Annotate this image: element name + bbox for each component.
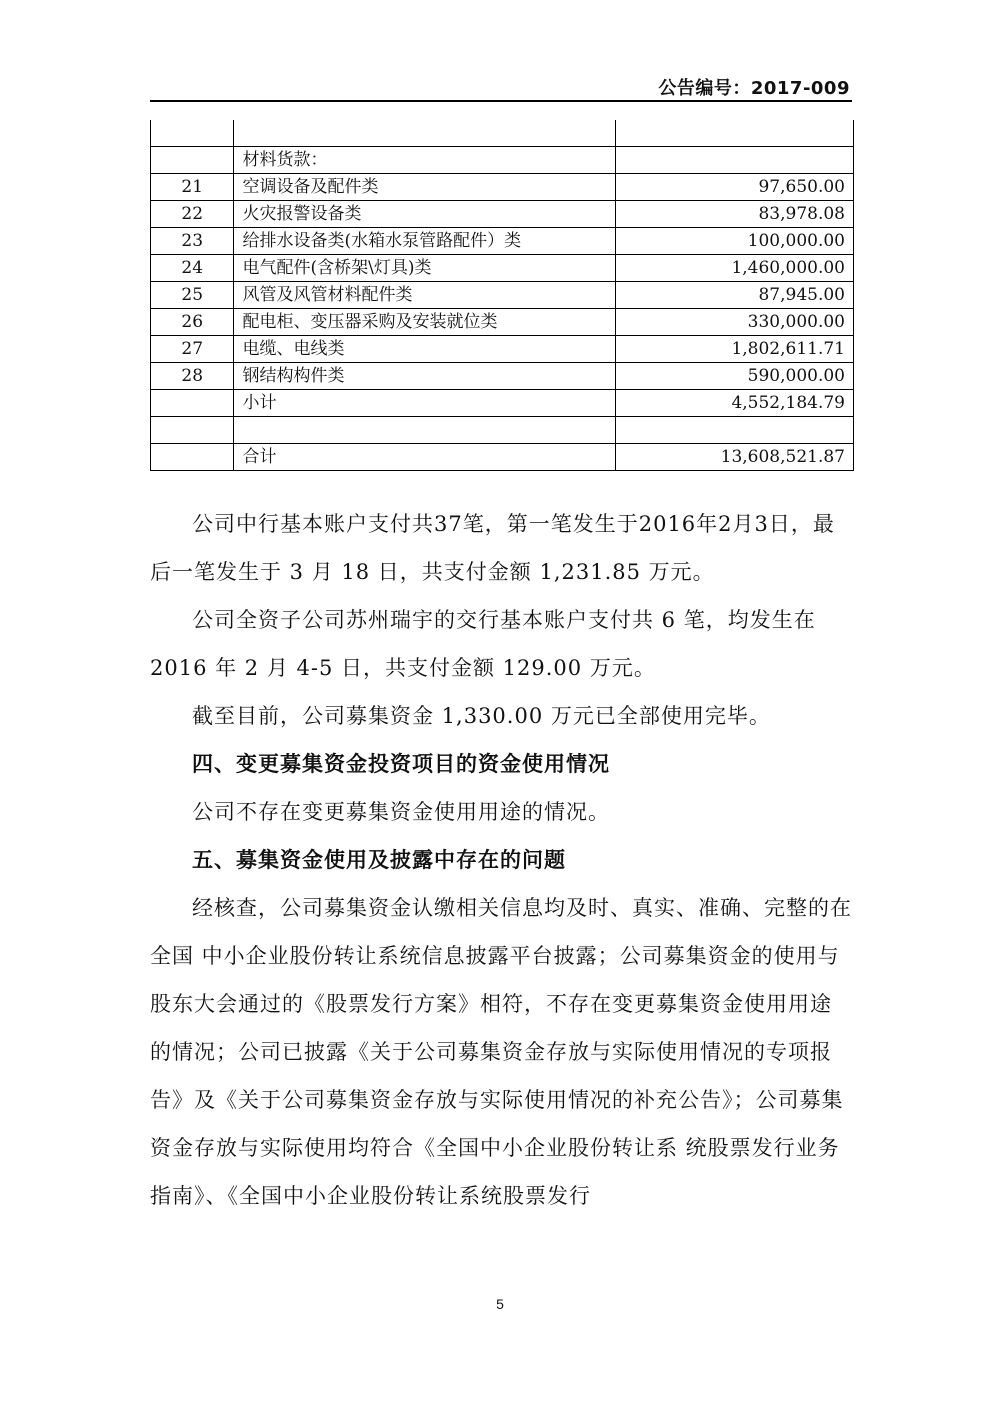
row-number: 27 xyxy=(151,336,234,363)
payment-table xyxy=(150,120,854,471)
notice-number: 公告编号：2017-009 xyxy=(658,78,850,99)
item-name: 火灾报警设备类 xyxy=(234,201,616,228)
row-number: 28 xyxy=(151,363,234,390)
item-amount xyxy=(616,147,854,174)
item-amount: 83,978.08 xyxy=(616,201,854,228)
paragraph-funds-used: 截至目前，公司募集资金 1,330.00 万元已全部使用完毕。 xyxy=(192,704,771,728)
item-name: 风管及风管材料配件类 xyxy=(234,282,616,309)
table-row xyxy=(151,174,854,201)
row-number: 23 xyxy=(151,228,234,255)
paragraph-no-change: 公司不存在变更募集资金使用用途的情况。 xyxy=(192,800,610,824)
table-row xyxy=(151,120,854,147)
item-name: 电气配件(含桥架\灯具)类 xyxy=(234,255,616,282)
item-amount: 590,000.00 xyxy=(616,363,854,390)
table-row xyxy=(151,255,854,282)
table-row xyxy=(151,147,854,174)
table-row xyxy=(151,282,854,309)
item-name: 合计 xyxy=(234,444,616,471)
paragraph-subsidiary-payments: 公司全资子公司苏州瑞宇的交行基本账户支付共 6 笔，均发生在 2016 年 2 月 4-5 日，共支付金额 129.00 万元。 xyxy=(150,608,816,680)
item-name: 配电柜、变压器采购及安装就位类 xyxy=(234,309,616,336)
item-amount: 330,000.00 xyxy=(616,309,854,336)
table-row xyxy=(151,228,854,255)
row-number xyxy=(151,120,234,147)
row-number: 25 xyxy=(151,282,234,309)
item-name: 钢结构构件类 xyxy=(234,363,616,390)
item-amount xyxy=(616,417,854,444)
table-row xyxy=(151,201,854,228)
item-name: 小计 xyxy=(234,390,616,417)
paragraph-boc-payments: 公司中行基本账户支付共37笔，第一笔发生于2016年2月3日，最后一笔发生于 3 月 18 日，共支付金额 1,231.85 万元。 xyxy=(150,512,835,584)
body-text xyxy=(150,500,852,1220)
table-row xyxy=(151,309,854,336)
item-name: 空调设备及配件类 xyxy=(234,174,616,201)
item-name xyxy=(234,417,616,444)
item-name: 材料货款： xyxy=(234,147,616,174)
item-amount: 1,802,611.71 xyxy=(616,336,854,363)
section-heading-5: 五、募集资金使用及披露中存在的问题 xyxy=(192,848,566,872)
item-amount: 87,945.00 xyxy=(616,282,854,309)
table-row xyxy=(151,390,854,417)
item-name xyxy=(234,120,616,147)
table-row xyxy=(151,336,854,363)
item-amount: 100,000.00 xyxy=(616,228,854,255)
item-amount xyxy=(616,120,854,147)
row-number xyxy=(151,390,234,417)
table-row xyxy=(151,363,854,390)
item-amount: 13,608,521.87 xyxy=(616,444,854,471)
page-number: 5 xyxy=(496,1296,504,1312)
payment-table-body xyxy=(151,120,854,471)
item-name: 给排水设备类(水箱水泵管路配件）类 xyxy=(234,228,616,255)
table-row xyxy=(151,444,854,471)
section-heading-4: 四、变更募集资金投资项目的资金使用情况 xyxy=(192,752,610,776)
row-number xyxy=(151,444,234,471)
item-amount: 97,650.00 xyxy=(616,174,854,201)
table-row xyxy=(151,417,854,444)
row-number: 24 xyxy=(151,255,234,282)
row-number xyxy=(151,147,234,174)
row-number: 22 xyxy=(151,201,234,228)
item-amount: 1,460,000.00 xyxy=(616,255,854,282)
item-amount: 4,552,184.79 xyxy=(616,390,854,417)
page-header xyxy=(150,64,852,102)
paragraph-verification: 经核查，公司募集资金认缴相关信息均及时、真实、准确、完整的在全国 中小企业股份转让系统信息披露平台披露；公司募集资金的使用与股东大会通过的《股票发行方案》相符，不存在变更募集资金使用用途的情况；公司已披露《关于公司募集资金存放与实际使用情况的专项报告》及《关于公司募集资金存放与实际使用情况的补充公告》；公司募集资金存放与实际使用均符合《全国中小企业股份转让系 统股票发行业务指南》、《全国中小企业股份转让系统股票发行 xyxy=(150,896,852,1208)
row-number: 26 xyxy=(151,309,234,336)
row-number xyxy=(151,417,234,444)
row-number: 21 xyxy=(151,174,234,201)
item-name: 电缆、电线类 xyxy=(234,336,616,363)
